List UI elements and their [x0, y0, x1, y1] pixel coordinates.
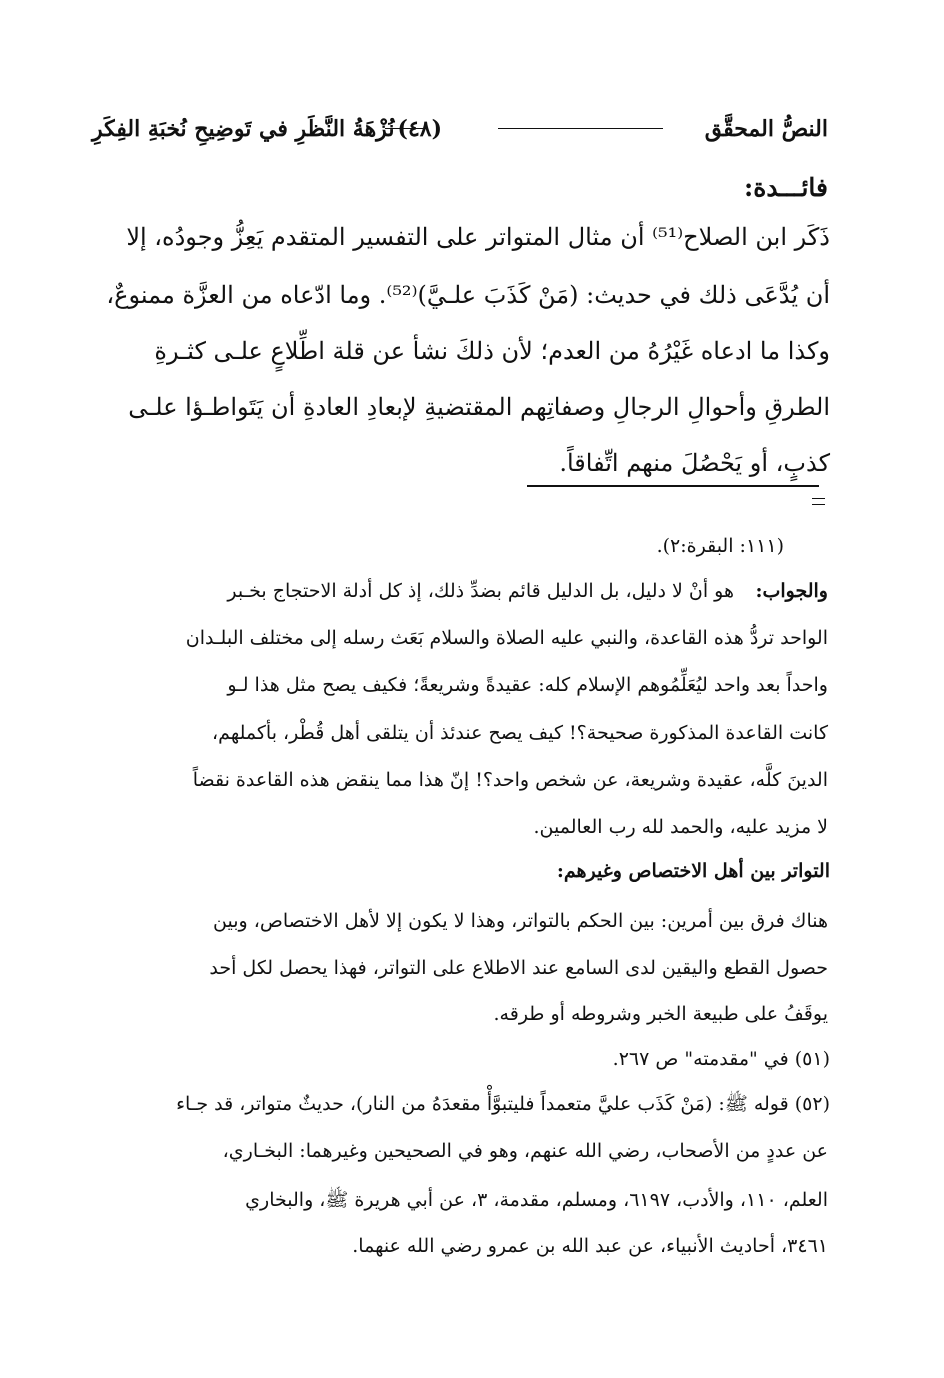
book-title: نُزْهَةُ النَّظَرِ في تَوضِيحِ نُخبَةِ الفِكَرِ	[92, 116, 395, 142]
main-line: أن يُدَّعَى ذلك في حديث: (مَنْ كَذَبَ علـيَّ)⁽⁵²⁾. وما ادّعاه من العزَّة ممنوعٌ،	[106, 281, 830, 309]
continuation-mark	[812, 498, 825, 505]
footnote-52-line: ٣٤٦١، أحاديث الأنبياء، عن عبد الله بن عمرو رضي الله عنهما.	[352, 1235, 828, 1257]
answer-line: لا مزيد عليه، والحمد لله رب العالمين.	[533, 816, 828, 838]
answer-line: كانت القاعدة المذكورة صحيحة؟! كيف يصح عندئذ أن يتلقى أهل قُطْر، بأكملهم،	[212, 722, 828, 744]
separator-rule	[527, 485, 819, 487]
footnote-52-line: عن عددٍ من الأصحاب، رضي الله عنهم، وهو في الصحيحين وغيرهما: البخـاري،	[222, 1140, 828, 1162]
running-header	[92, 116, 828, 156]
verse-ref: (١١١: البقرة:٢).	[656, 535, 784, 557]
sub-line: يوقَفُ على طبيعة الخبر وشروطه أو طرقه.	[493, 1003, 828, 1025]
main-line: الطرقِ وأحوالِ الرجالِ وصفاتِهم المقتضيةِ لإبعادِ العادةِ أن يَتَواطـؤا علـى	[128, 393, 830, 421]
sub-line: هناك فرق بين أمرين: بين الحكم بالتواتر، وهذا لا يكون إلا لأهل الاختصاص، وبين	[213, 910, 828, 932]
header-rule-left	[385, 128, 423, 129]
footnote-52-line: العلم، ١١٠، والأدب، ٦١٩٧، ومسلم، مقدمة، ٣، عن أبي هريرة ﷺ، والبخاري	[245, 1189, 828, 1211]
footnote-52-line: (٥٢) قوله ﷺ: (مَنْ كَذَب عليَّ متعمداً فليتبوَّأْ مقعدَهُ من النار)، حديثٌ متواتر، قد جـاء	[176, 1093, 830, 1115]
subheading: التواتر بين أهل الاختصاص وغيرهم:	[556, 860, 830, 882]
answer-line: هو أنْ لا دليل، بل الدليل قائم بضدِّ ذلك، إذ كل أدلة الاحتجاج بخـبر	[227, 580, 734, 602]
main-line: ذَكَر ابن الصلاح⁽⁵¹⁾ أن مثال المتواتر على التفسير المتقدم يَعِزُّ وجودُه، إلا	[126, 223, 830, 251]
section-heading: فائـــدة:	[744, 173, 828, 202]
answer-label: والجواب:	[755, 580, 828, 602]
sub-line: حصول القطع واليقين لدى السامع عند الاطلاع على التواتر، فهذا يحصل لكل أحد	[209, 957, 828, 979]
header-rule-right	[498, 128, 663, 129]
page-number: (٤٨)	[397, 116, 442, 142]
answer-line: الواحد تردُّ هذه القاعدة، والنبي عليه الصلاة والسلام بَعَث رسله إلى مختلف البلـدان	[185, 627, 828, 649]
main-line: وكذا ما ادعاه غَيْرُهُ من العدم؛ لأن ذلكَ نشأ عن قلة اطِّلاعٍ علـى كثـرةِ	[154, 337, 830, 365]
answer-line: الدينَ كلَّه، عقيدة وشريعة، عن شخص واحد؟! إنّ هذا مما ينقض هذه القاعدة نقضاً	[192, 769, 828, 791]
footnote-51: (٥١) في "مقدمته" ص ٢٦٧.	[612, 1048, 830, 1070]
header-left-label: النصُّ المحقَّق	[704, 116, 828, 142]
main-line: كذبٍ، أو يَحْصُلَ منهم اتِّفاقاً.	[559, 449, 830, 477]
answer-line: واحداً بعد واحد ليُعَلِّمُوهم الإسلام كله: عقيدةً وشريعةً؛ فكيف يصح مثل هذا لـو	[227, 674, 828, 696]
